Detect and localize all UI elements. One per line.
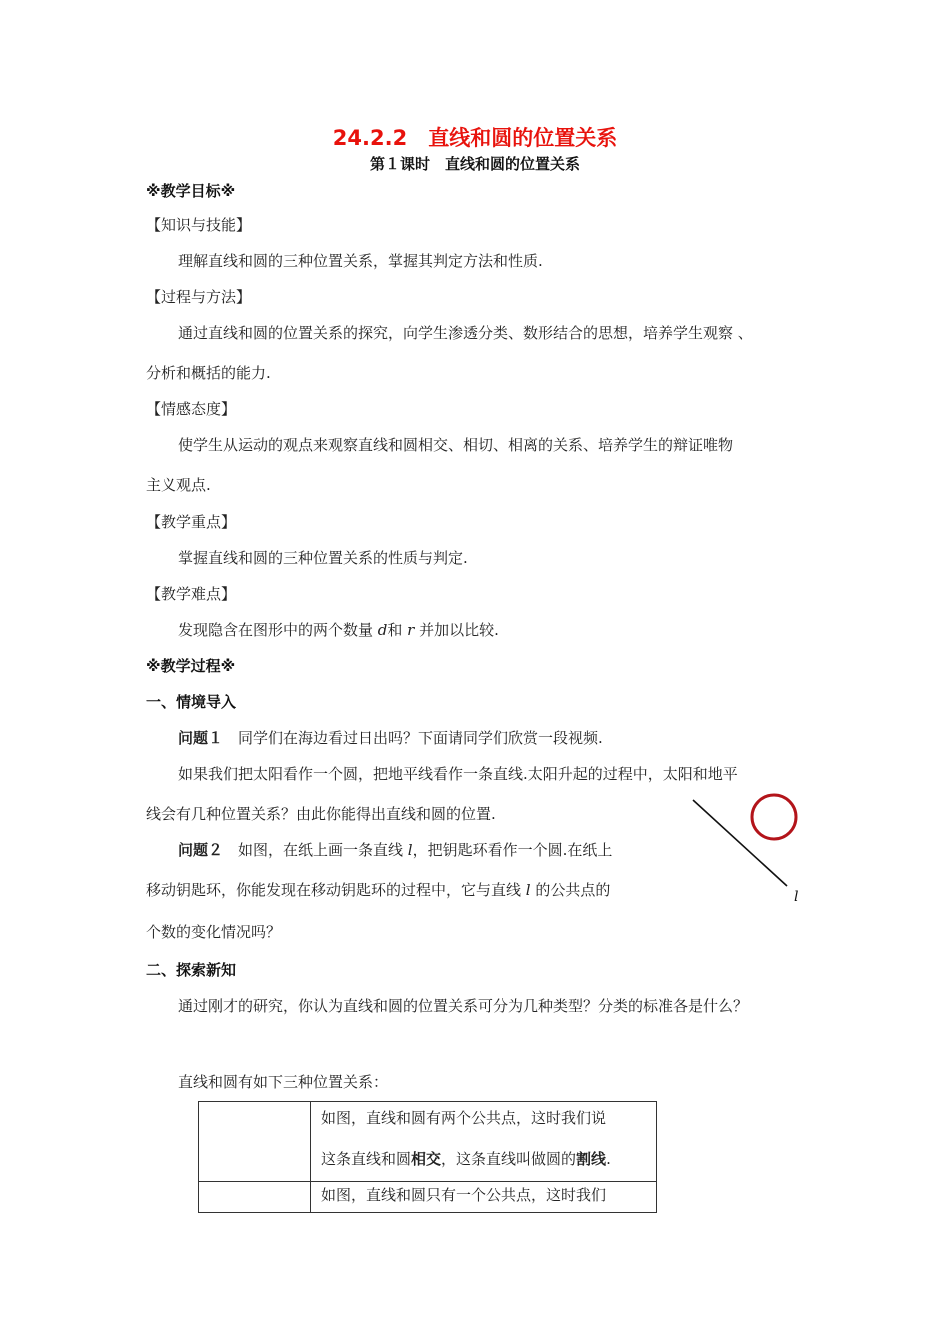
question2-label: 问题２ [178, 841, 224, 859]
table-text-cell [311, 1102, 657, 1182]
question2-line2-pre: 移动钥匙环，你能发现在移动钥匙环的过程中，它与直线 [146, 881, 526, 899]
process-method-line2: 分析和概括的能力. [146, 364, 271, 382]
process-method-line1: 通过直线和圆的位置关系的探究，向学生渗透分类、数形结合的思想，培养学生观察 、 [178, 324, 753, 342]
knowledge-text: 理解直线和圆的三种位置关系，掌握其判定方法和性质. [178, 252, 543, 270]
section2-text2: 直线和圆有如下三种位置关系： [178, 1073, 389, 1091]
lesson-subtitle: 第１课时 直线和圆的位置关系 [369, 155, 580, 173]
difficulty-label: 【教学难点】 [146, 585, 237, 603]
line-circle-figure [690, 790, 810, 908]
row1-line2-post: . [606, 1150, 611, 1168]
attitude-line1: 使学生从运动的观点来观察直线和圆相交、相切、相离的关系、培养学生的辩证唯物 [178, 436, 734, 454]
question1-label: 问题１ [178, 729, 224, 747]
section1-p1-line2: 线会有几种位置关系？由此你能得出直线和圆的位置. [146, 805, 496, 823]
figure-line [693, 800, 787, 886]
row1-line2-pre: 这条直线和圆 [321, 1150, 412, 1168]
section2-text1: 通过刚才的研究，你认为直线和圆的位置关系可分为几种类型？分类的标准各是什么？ [178, 997, 749, 1015]
section1-heading: 一、情境导入 [146, 693, 237, 711]
question2-line1-pre: 如图，在纸上画一条直线 [223, 841, 408, 859]
question2-line3: 个数的变化情况吗？ [146, 923, 282, 941]
question2-line1-post: ，把钥匙环看作一个圆.在纸上 [412, 841, 613, 859]
question2-line2 [146, 879, 610, 900]
table-text-cell [311, 1182, 657, 1213]
key-point-text: 掌握直线和圆的三种位置关系的性质与判定. [178, 549, 468, 567]
table-figure-cell [199, 1182, 311, 1213]
row1-line1: 如图，直线和圆有两个公共点，这时我们说 [321, 1109, 607, 1127]
term-secant: 割线 [576, 1150, 607, 1168]
variable-l: l [525, 881, 531, 899]
question1-text: 同学们在海边看过日出吗？下面请同学们欣赏一段视频. [223, 729, 603, 747]
table-row [199, 1102, 657, 1182]
term-intersect: 相交 [411, 1150, 442, 1168]
table-row [199, 1182, 657, 1213]
process-heading: ※教学过程※ [146, 657, 236, 675]
row2-line1: 如图，直线和圆只有一个公共点，这时我们 [321, 1186, 607, 1204]
difficulty-text [178, 619, 499, 640]
goals-heading: ※教学目标※ [146, 182, 236, 200]
figure-circle [752, 795, 796, 839]
question1 [178, 727, 603, 748]
difficulty-mid: 和 [387, 621, 408, 639]
process-method-label: 【过程与方法】 [146, 288, 252, 306]
question2-line1 [178, 839, 612, 860]
knowledge-label: 【知识与技能】 [146, 216, 252, 234]
lesson-title: 24.2.2 直线和圆的位置关系 [332, 126, 618, 150]
attitude-line2: 主义观点. [146, 476, 211, 494]
key-point-label: 【教学重点】 [146, 513, 237, 531]
attitude-label: 【情感态度】 [146, 400, 237, 418]
row1-line2 [321, 1149, 656, 1169]
row1-line2-mid: ，这条直线叫做圆的 [441, 1150, 577, 1168]
section2-heading: 二、探索新知 [146, 961, 237, 979]
figure-label-l: l [794, 889, 799, 905]
relation-table [198, 1101, 657, 1213]
variable-l: l [407, 841, 413, 859]
difficulty-pre: 发现隐含在图形中的两个数量 [178, 621, 378, 639]
difficulty-post: 并加以比较. [414, 621, 499, 639]
table-figure-cell [199, 1102, 311, 1182]
question2-line2-post: 的公共点的 [530, 881, 611, 899]
variable-d: d [377, 621, 388, 639]
section1-p1-line1: 如果我们把太阳看作一个圆，把地平线看作一条直线.太阳升起的过程中，太阳和地平 [178, 765, 738, 783]
variable-r: r [407, 621, 415, 639]
